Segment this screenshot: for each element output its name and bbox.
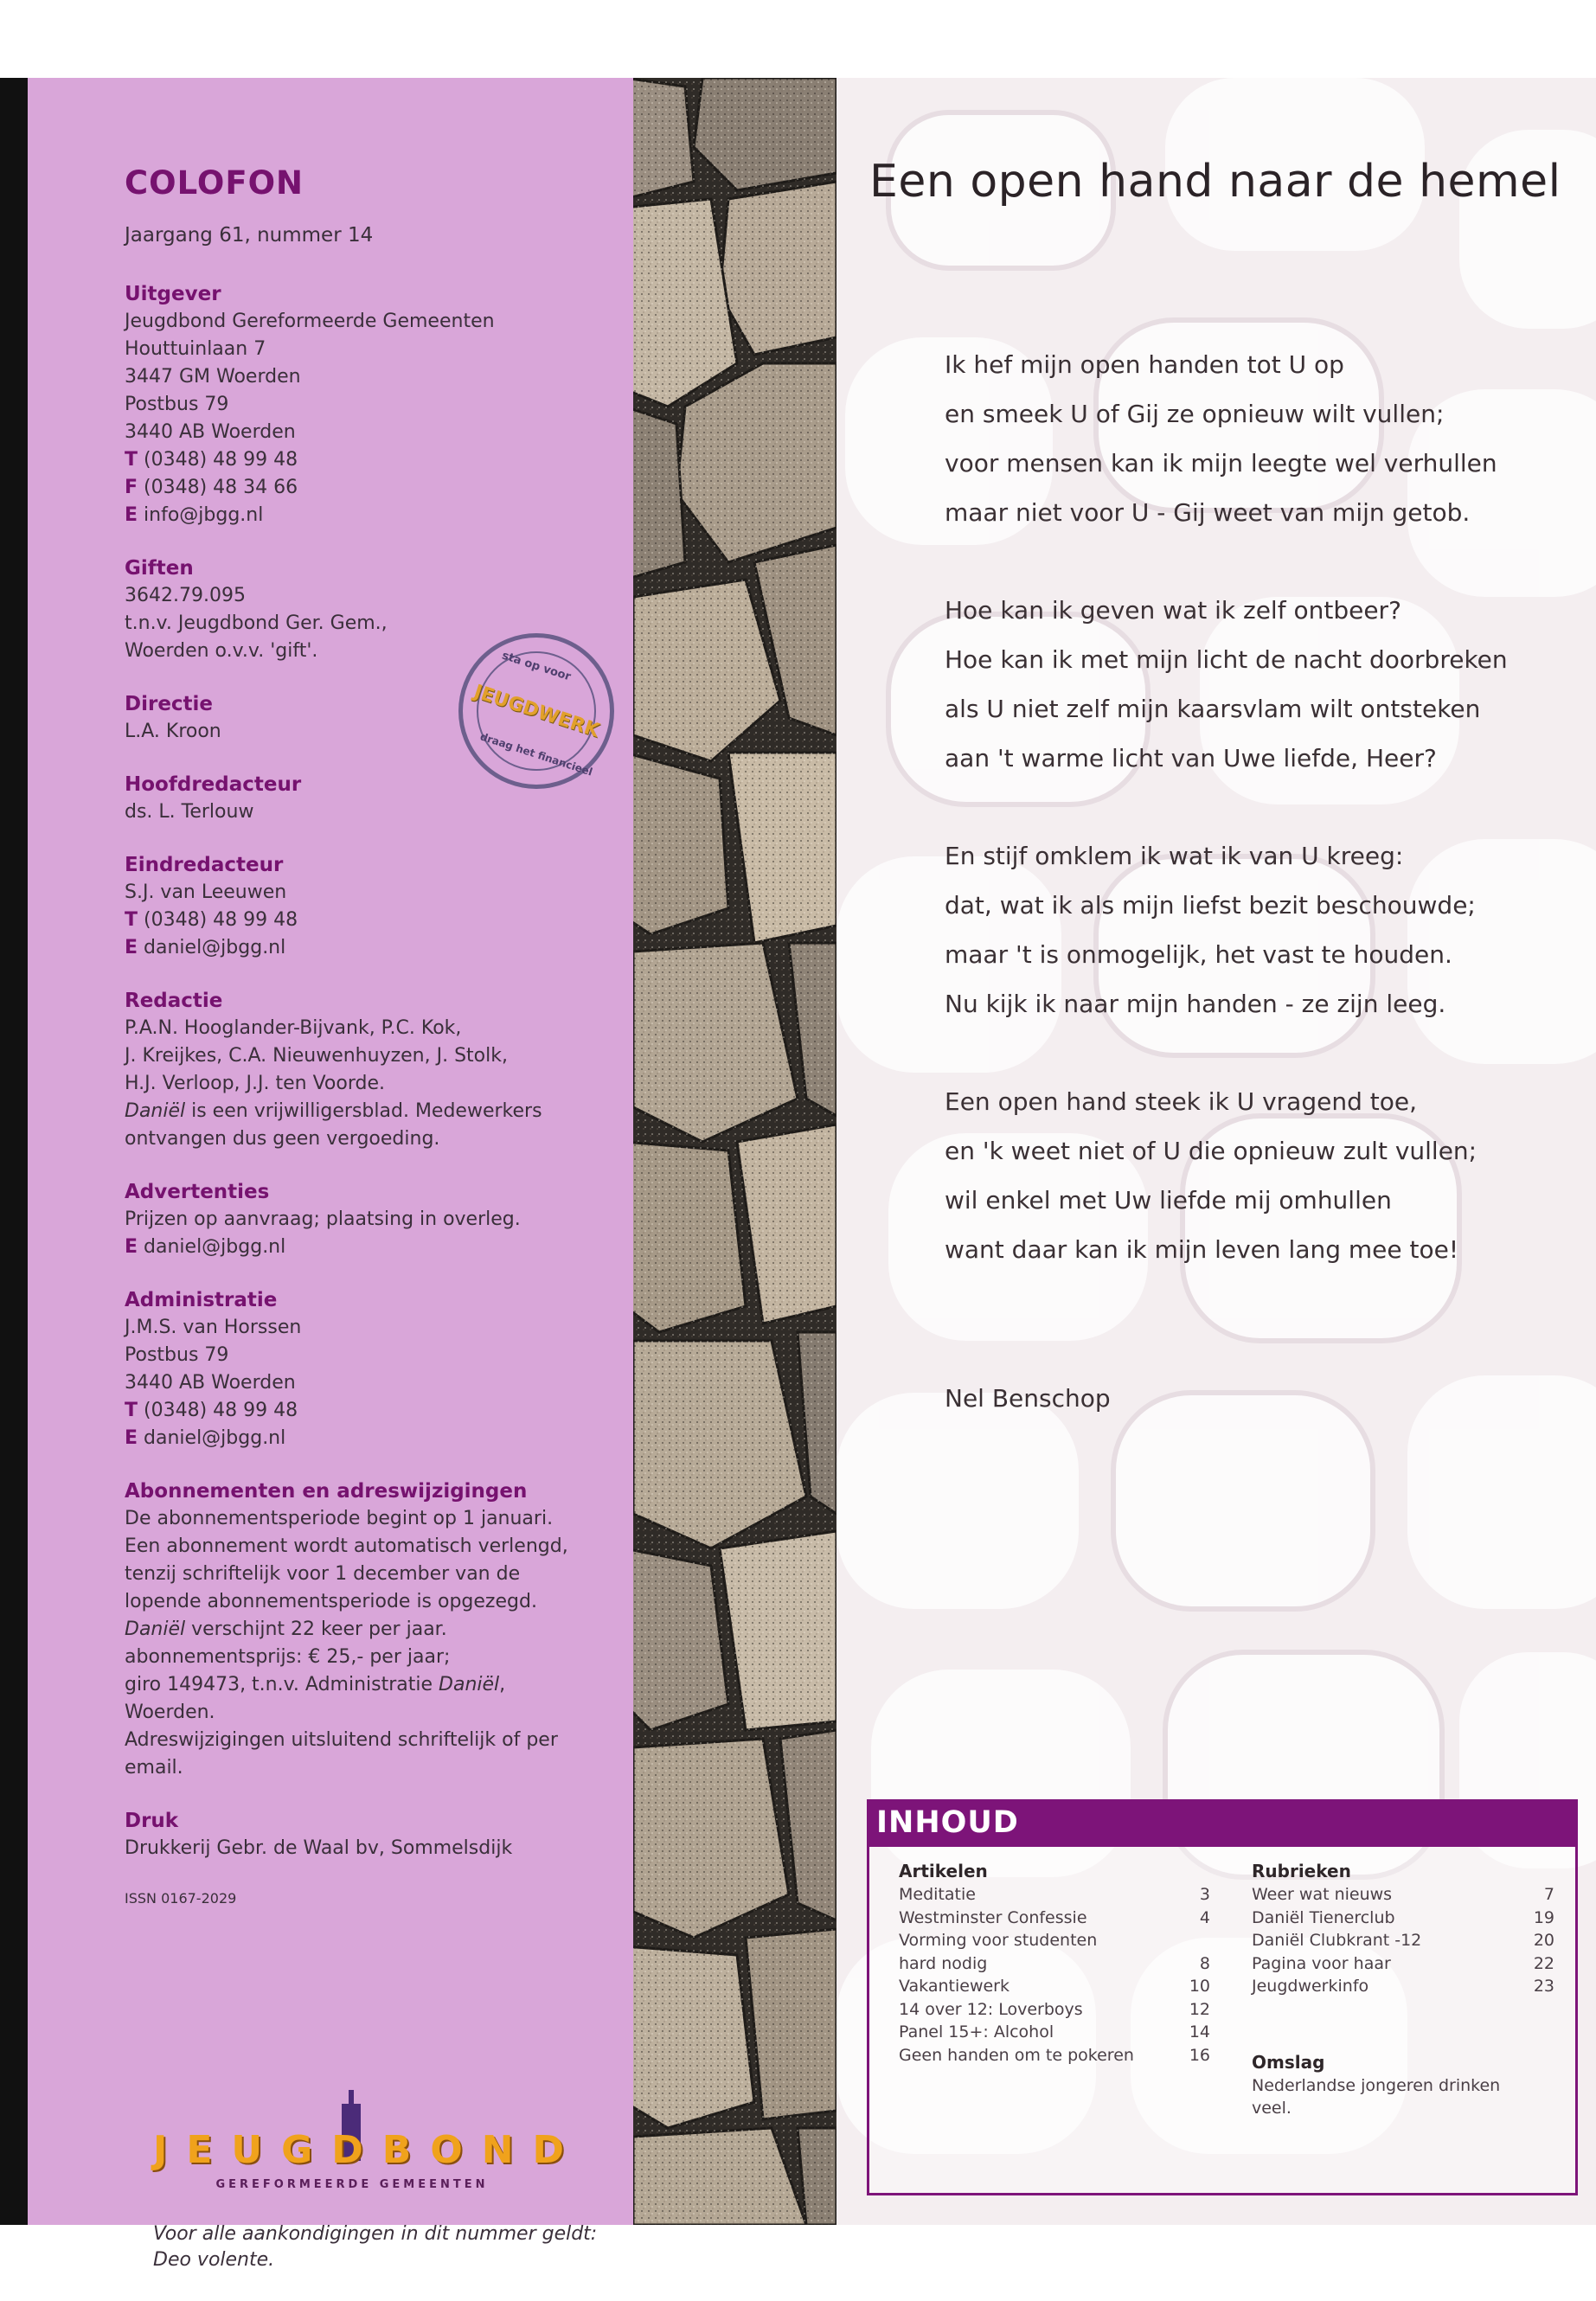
poem-title: Een open hand naar de hemel (869, 156, 1561, 208)
poem-line: Hoe kan ik met mijn licht de nacht doorbreken (945, 645, 1508, 674)
poem-line: wil enkel met Uw liefde mij omhullen (945, 1186, 1392, 1215)
phone-key: T (125, 909, 138, 931)
eindredacteur-phone (125, 907, 626, 934)
druk-heading: Druk (125, 1810, 179, 1832)
uitgever-email (125, 502, 626, 529)
toc-artikelen (899, 1861, 1210, 2067)
magazine-name: Daniël (125, 1618, 186, 1640)
poem-line: aan 't warme licht van Uwe liefde, Heer? (945, 744, 1437, 772)
uitgever-phone (125, 446, 626, 474)
section-redactie (125, 990, 626, 1153)
uitgever-line: Houttuinlaan 7 (125, 338, 266, 360)
poem-line: Hoe kan ik geven wat ik zelf ontbeer? (945, 596, 1401, 625)
advertenties-heading: Advertenties (125, 1181, 270, 1203)
toc-entry-page: 22 (1533, 1953, 1554, 1973)
toc-entry-title: Daniël Tienerclub (1252, 1907, 1395, 1927)
phone-number: (0348) 48 99 48 (144, 449, 298, 471)
toc-entry-title: Panel 15+: Alcohol (899, 2022, 1054, 2041)
redactie-heading: Redactie (125, 990, 223, 1012)
section-druk (125, 1810, 626, 1862)
email-key: E (125, 937, 138, 958)
section-abonnementen (125, 1480, 626, 1782)
administratie-heading: Administratie (125, 1289, 278, 1311)
poem-stanza (945, 1077, 1576, 1274)
omslag-line: veel. (1252, 2098, 1292, 2118)
footer-note-line: Voor alle aankondigingen in dit nummer geldt: (153, 2223, 598, 2245)
administratie-line: J.M.S. van Horssen (125, 1317, 302, 1338)
poem-line: Nu kijk ik naar mijn handen - ze zijn leeg. (945, 990, 1446, 1018)
eindredacteur-heading: Eindredacteur (125, 854, 284, 876)
toc-entry[interactable] (899, 1929, 1210, 1952)
toc-entry-page: 19 (1533, 1907, 1554, 1927)
fax-key: F (125, 477, 138, 498)
toc-entry-title: Jeugdwerkinfo (1252, 1977, 1369, 1996)
eindredacteur-line: S.J. van Leeuwen (125, 881, 287, 903)
poem-stanza (945, 340, 1576, 537)
poem-line: en 'k weet niet of U die opnieuw zult vullen; (945, 1137, 1477, 1165)
toc-entry[interactable] (899, 1883, 1210, 1907)
email-key: E (125, 1427, 138, 1449)
section-uitgever (125, 283, 626, 529)
uitgever-heading: Uitgever (125, 283, 221, 305)
toc-rubrieken (1252, 1861, 1554, 2119)
stones-image (633, 78, 836, 2225)
toc-entry-title: 14 over 12: Loverboys (899, 1999, 1083, 2019)
abonnementen-frequency (125, 1616, 626, 1644)
jeugdbond-logo (153, 2109, 584, 2195)
toc-entry-title: Vakantiewerk (899, 1977, 1010, 1996)
toc-entry-title: Geen handen om te pokeren (899, 2045, 1134, 2065)
fax-number: (0348) 48 34 66 (144, 477, 298, 498)
uitgever-line: 3447 GM Woerden (125, 366, 301, 388)
toc-entry-page: 8 (1199, 1953, 1210, 1973)
footer-note-line: Deo volente. (153, 2249, 275, 2271)
magazine-name: Daniël (439, 1674, 500, 1695)
email-address: info@jbgg.nl (144, 504, 264, 526)
druk-line: Drukkerij Gebr. de Waal bv, Sommelsdijk (125, 1837, 513, 1859)
abonnementen-line: lopende abonnementsperiode is opgezegd. (125, 1591, 537, 1612)
logo-wordmark: JEUGDBOND (153, 2128, 584, 2172)
left-edge-bar (0, 78, 28, 2225)
toc-entry[interactable] (899, 1952, 1210, 1976)
poem-line: en smeek U of Gij ze opnieuw wilt vullen; (945, 400, 1445, 428)
abonnementen-heading: Abonnementen en adreswijzigingen (125, 1480, 528, 1503)
uitgever-line: Postbus 79 (125, 394, 229, 415)
toc-entry-title: hard nodig (899, 1953, 988, 1973)
uitgever-line: Jeugdbond Gereformeerde Gemeenten (125, 311, 495, 332)
section-eindredacteur (125, 854, 626, 962)
toc-entry-page: 14 (1189, 2022, 1210, 2041)
deo-volente-note (153, 2221, 655, 2273)
toc-entry-page: 12 (1189, 1999, 1210, 2019)
toc-entry-title: Pagina voor haar (1252, 1953, 1391, 1973)
logo-subtitle: GEREFORMEERDE GEMEENTEN (215, 2178, 489, 2191)
redactie-line: J. Kreijkes, C.A. Nieuwenhuyzen, J. Stolk, (125, 1045, 508, 1067)
poem-line: Ik hef mijn open handen tot U op (945, 350, 1344, 379)
poem-stanza (945, 586, 1576, 783)
poem-line: als U niet zelf mijn kaarsvlam wilt ontsteken (945, 695, 1481, 723)
poem-body (945, 340, 1576, 1323)
poem-author: Nel Benschop (945, 1384, 1111, 1413)
poem-line: En stijf omklem ik wat ik van U kreeg: (945, 842, 1404, 870)
colofon-content (125, 164, 626, 1920)
abonnementen-line: tenzij schriftelijk voor 1 december van de (125, 1563, 521, 1585)
omslag-heading: Omslag (1252, 2051, 1325, 2073)
email-address: daniel@jbgg.nl (144, 1427, 286, 1449)
toc-entry-page: 10 (1189, 1977, 1210, 1996)
abonnementen-price: abonnementsprijs: € 25,- per jaar; (125, 1646, 451, 1668)
colofon-panel (28, 78, 633, 2271)
abonnementen-line: De abonnementsperiode begint op 1 januari. (125, 1508, 554, 1529)
toc-entry-page: 4 (1199, 1907, 1210, 1927)
toc-entry-page: 20 (1533, 1931, 1554, 1950)
poem-line: maar 't is onmogelijk, het vast te houden. (945, 940, 1452, 969)
email-address: daniel@jbgg.nl (144, 1236, 286, 1258)
phone-key: T (125, 449, 138, 471)
giro-text: giro 149473, t.n.v. Administratie (125, 1674, 439, 1695)
frequency-text: verschijnt 22 keer per jaar. (185, 1618, 447, 1640)
section-administratie (125, 1289, 626, 1452)
advertenties-line: Prijzen op aanvraag; plaatsing in overleg. (125, 1208, 521, 1230)
toc-entry-title: Vorming voor studenten (899, 1931, 1098, 1950)
toc-entry-title: Daniël Clubkrant -12 (1252, 1931, 1422, 1950)
toc-entry[interactable] (1252, 1907, 1554, 1930)
directie-heading: Directie (125, 693, 214, 715)
rubrieken-heading: Rubrieken (1252, 1861, 1351, 1881)
table-of-contents (867, 1799, 1578, 2195)
poem-line: maar niet voor U - Gij weet van mijn getob. (945, 498, 1471, 527)
toc-entry[interactable] (899, 2044, 1210, 2067)
artikelen-heading: Artikelen (899, 1861, 988, 1881)
administratie-line: Postbus 79 (125, 1344, 229, 1366)
toc-entry-page: 16 (1189, 2045, 1210, 2065)
abonnementen-giro (125, 1671, 626, 1699)
toc-entry[interactable] (1252, 1883, 1554, 1907)
omslag-line: Nederlandse jongeren drinken (1252, 2075, 1501, 2095)
redactie-note (125, 1098, 626, 1125)
toc-entry-title: Westminster Confessie (899, 1907, 1087, 1927)
abonnementen-line: Adreswijzigingen uitsluitend schriftelijk of per (125, 1729, 558, 1751)
toc-omslag (1252, 2052, 1554, 2119)
toc-entry[interactable] (1252, 1975, 1554, 1998)
phone-key: T (125, 1400, 138, 1421)
issn: ISSN 0167-2029 (125, 1890, 237, 1907)
toc-entry[interactable] (1252, 1952, 1554, 1976)
email-key: E (125, 1236, 138, 1258)
toc-entry-page: 7 (1543, 1885, 1554, 1904)
advertenties-email (125, 1234, 626, 1261)
toc-entry-page: 23 (1533, 1977, 1554, 1996)
giften-line: 3642.79.095 (125, 585, 246, 606)
section-advertenties (125, 1181, 626, 1261)
eindredacteur-email (125, 934, 626, 962)
toc-entry[interactable] (1252, 1929, 1554, 1952)
jeugdwerk-stamp (458, 633, 614, 789)
toc-entry-title: Meditatie (899, 1885, 976, 1904)
stamp-top-text: sta op voor (500, 649, 573, 684)
poem-line: Een open hand steek ik U vragend toe, (945, 1087, 1417, 1116)
magazine-name: Daniël (125, 1100, 186, 1122)
giften-heading: Giften (125, 557, 194, 580)
phone-number: (0348) 48 99 48 (144, 1400, 298, 1421)
toc-entry[interactable] (899, 1907, 1210, 1930)
administratie-email (125, 1425, 626, 1452)
administratie-line: 3440 AB Woerden (125, 1372, 296, 1394)
poem-line: want daar kan ik mijn leven lang mee toe! (945, 1235, 1459, 1264)
abonnementen-line: Woerden. (125, 1702, 215, 1723)
redactie-line: H.J. Verloop, J.J. ten Voorde. (125, 1073, 385, 1094)
abonnementen-line: Een abonnement wordt automatisch verlengd, (125, 1535, 568, 1557)
poem-stanza (945, 831, 1576, 1029)
phone-number: (0348) 48 99 48 (144, 909, 298, 931)
giften-line: t.n.v. Jeugdbond Ger. Gem., (125, 612, 388, 634)
stamp-bottom-text: draag het financieel (478, 730, 594, 779)
uitgever-line: 3440 AB Woerden (125, 421, 296, 443)
toc-entry[interactable] (899, 2021, 1210, 2044)
administratie-phone (125, 1397, 626, 1425)
redactie-note-line: ontvangen dus geen vergoeding. (125, 1128, 440, 1150)
giro-comma: , (499, 1674, 506, 1695)
abonnementen-line: email. (125, 1757, 183, 1779)
directie-line: L.A. Kroon (125, 721, 221, 742)
toc-entry[interactable] (899, 1975, 1210, 1998)
toc-entry[interactable] (899, 1998, 1210, 2022)
email-key: E (125, 504, 138, 526)
hoofdredacteur-heading: Hoofdredacteur (125, 773, 302, 796)
issue-number: Jaargang 61, nummer 14 (125, 224, 374, 247)
toc-entry-page: 3 (1199, 1885, 1210, 1904)
colofon-heading: COLOFON (125, 164, 304, 202)
stones-photo (633, 78, 836, 2225)
uitgever-fax (125, 474, 626, 502)
toc-header (869, 1802, 1575, 1847)
stamp-main-text: JEUGDWERK (471, 680, 602, 742)
redactie-note-text: is een vrijwilligersblad. Medewerkers (185, 1100, 542, 1122)
email-address: daniel@jbgg.nl (144, 937, 286, 958)
toc-entry-title: Weer wat nieuws (1252, 1885, 1393, 1904)
poem-line: voor mensen kan ik mijn leegte wel verhullen (945, 449, 1497, 478)
giften-line: Woerden o.v.v. 'gift'. (125, 640, 318, 662)
toc-heading: INHOUD (876, 1805, 1019, 1840)
redactie-line: P.A.N. Hooglander-Bijvank, P.C. Kok, (125, 1017, 462, 1039)
poem-line: dat, wat ik als mijn liefst bezit beschouwde; (945, 891, 1476, 920)
toc-entry-page (1188, 1929, 1210, 1952)
hoofdredacteur-line: ds. L. Terlouw (125, 801, 254, 823)
